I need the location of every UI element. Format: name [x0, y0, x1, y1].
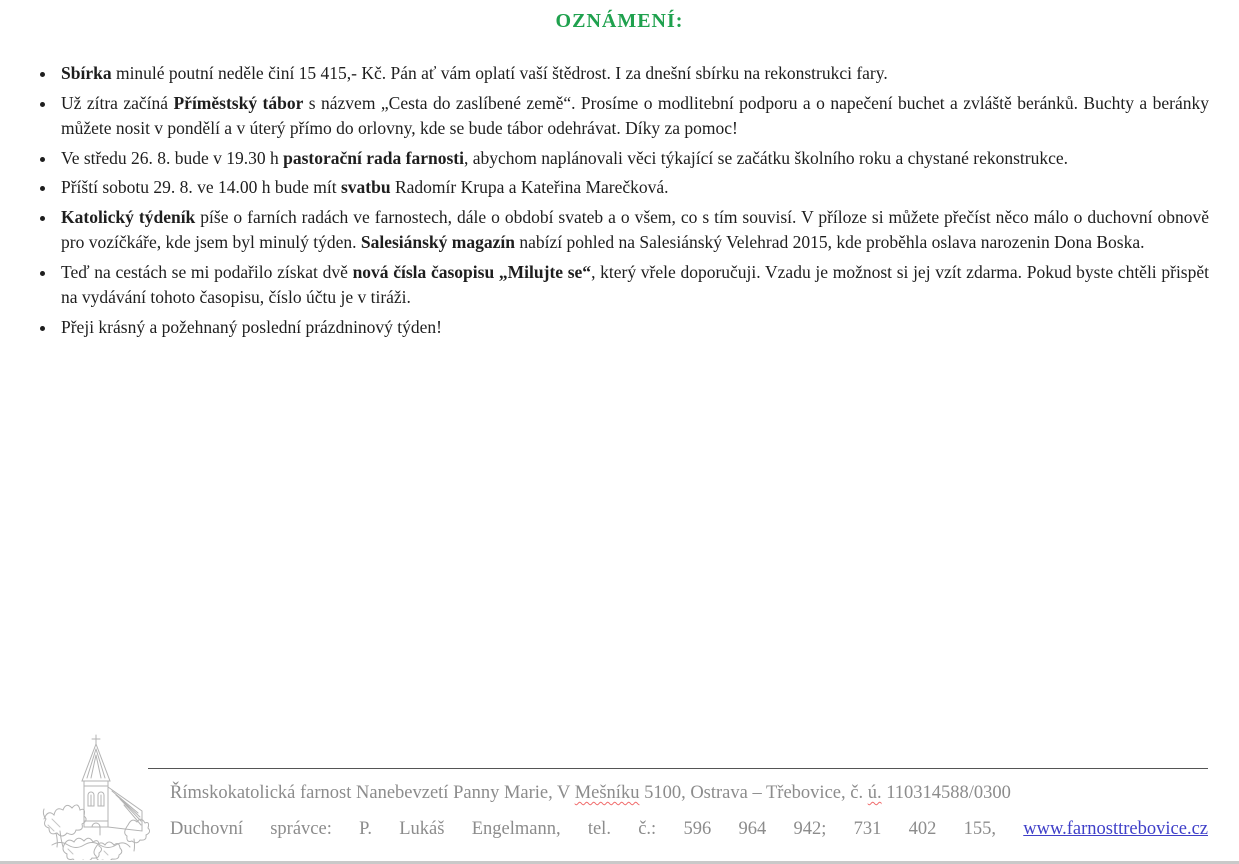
announcement-item: • Už zítra začíná Příměstský tábor s názvem „Cesta do zaslíbené země“. Prosíme o modlitební podporu a o napečení buchet a zvláště beránků. Buchty a beránky můžete nosit v pondělí a v úterý přímo do orlovny, kde se bude tábor odehrávat. Díky za pomoc!	[57, 91, 1209, 142]
page-title: OZNÁMENÍ:	[555, 10, 684, 32]
announcement-list	[0, 61, 1209, 340]
website-link[interactable]: www.farnosttrebovice.cz	[1023, 819, 1208, 839]
announcement-item: • Příští sobotu 29. 8. ve 14.00 h bude mít svatbu Radomír Krupa a Kateřina Marečková.	[57, 175, 1209, 201]
footer	[0, 731, 1239, 861]
announcement-item: • Přeji krásný a požehnaný poslední prázdninový týden!	[57, 315, 1209, 341]
announcement-item: • Ve středu 26. 8. bude v 19.30 h pastorační rada farnosti, abychom naplánovali věci týkající se začátku školního roku a chystané rekonstrukce.	[57, 146, 1209, 172]
footer-divider	[148, 768, 1208, 769]
church-sketch-icon	[34, 733, 150, 860]
footer-line1: Římskokatolická farnost Nanebevzetí Panny Marie, V Mešníku 5100, Ostrava – Třebovice, č. ú. 110314588/0300	[170, 783, 1011, 803]
announcement-item: • Teď na cestách se mi podařilo získat dvě nová čísla časopisu „Milujte se“, který vřele doporučuji. Vzadu je možnost si jej vzít zdarma. Pokud byste chtěli přispět na vydávání tohoto časopisu, číslo účtu je v tiráži.	[57, 260, 1209, 311]
footer-text	[170, 775, 1208, 847]
announcement-item: • Sbírka minulé poutní neděle činí 15 415,- Kč. Pán ať vám oplatí vaší štědrost. I za dnešní sbírku na rekonstrukci fary.	[57, 61, 1209, 87]
footer-line2: Duchovní správce: P. Lukáš Engelmann, tel. č.: 596 964 942; 731 402 155, www.farnosttrebovice.cz	[170, 819, 1208, 839]
announcement-item: • Katolický týdeník píše o farních radách ve farnostech, dále o období svateb a o všem, co s tím souvisí. V příloze si můžete přečíst něco málo o duchovní obnově pro vozíčkáře, kde jsem byl minulý týden. Salesiánský magazín nabízí pohled na Salesiánský Velehrad 2015, kde proběhla oslava narozenin Dona Boska.	[57, 205, 1209, 256]
